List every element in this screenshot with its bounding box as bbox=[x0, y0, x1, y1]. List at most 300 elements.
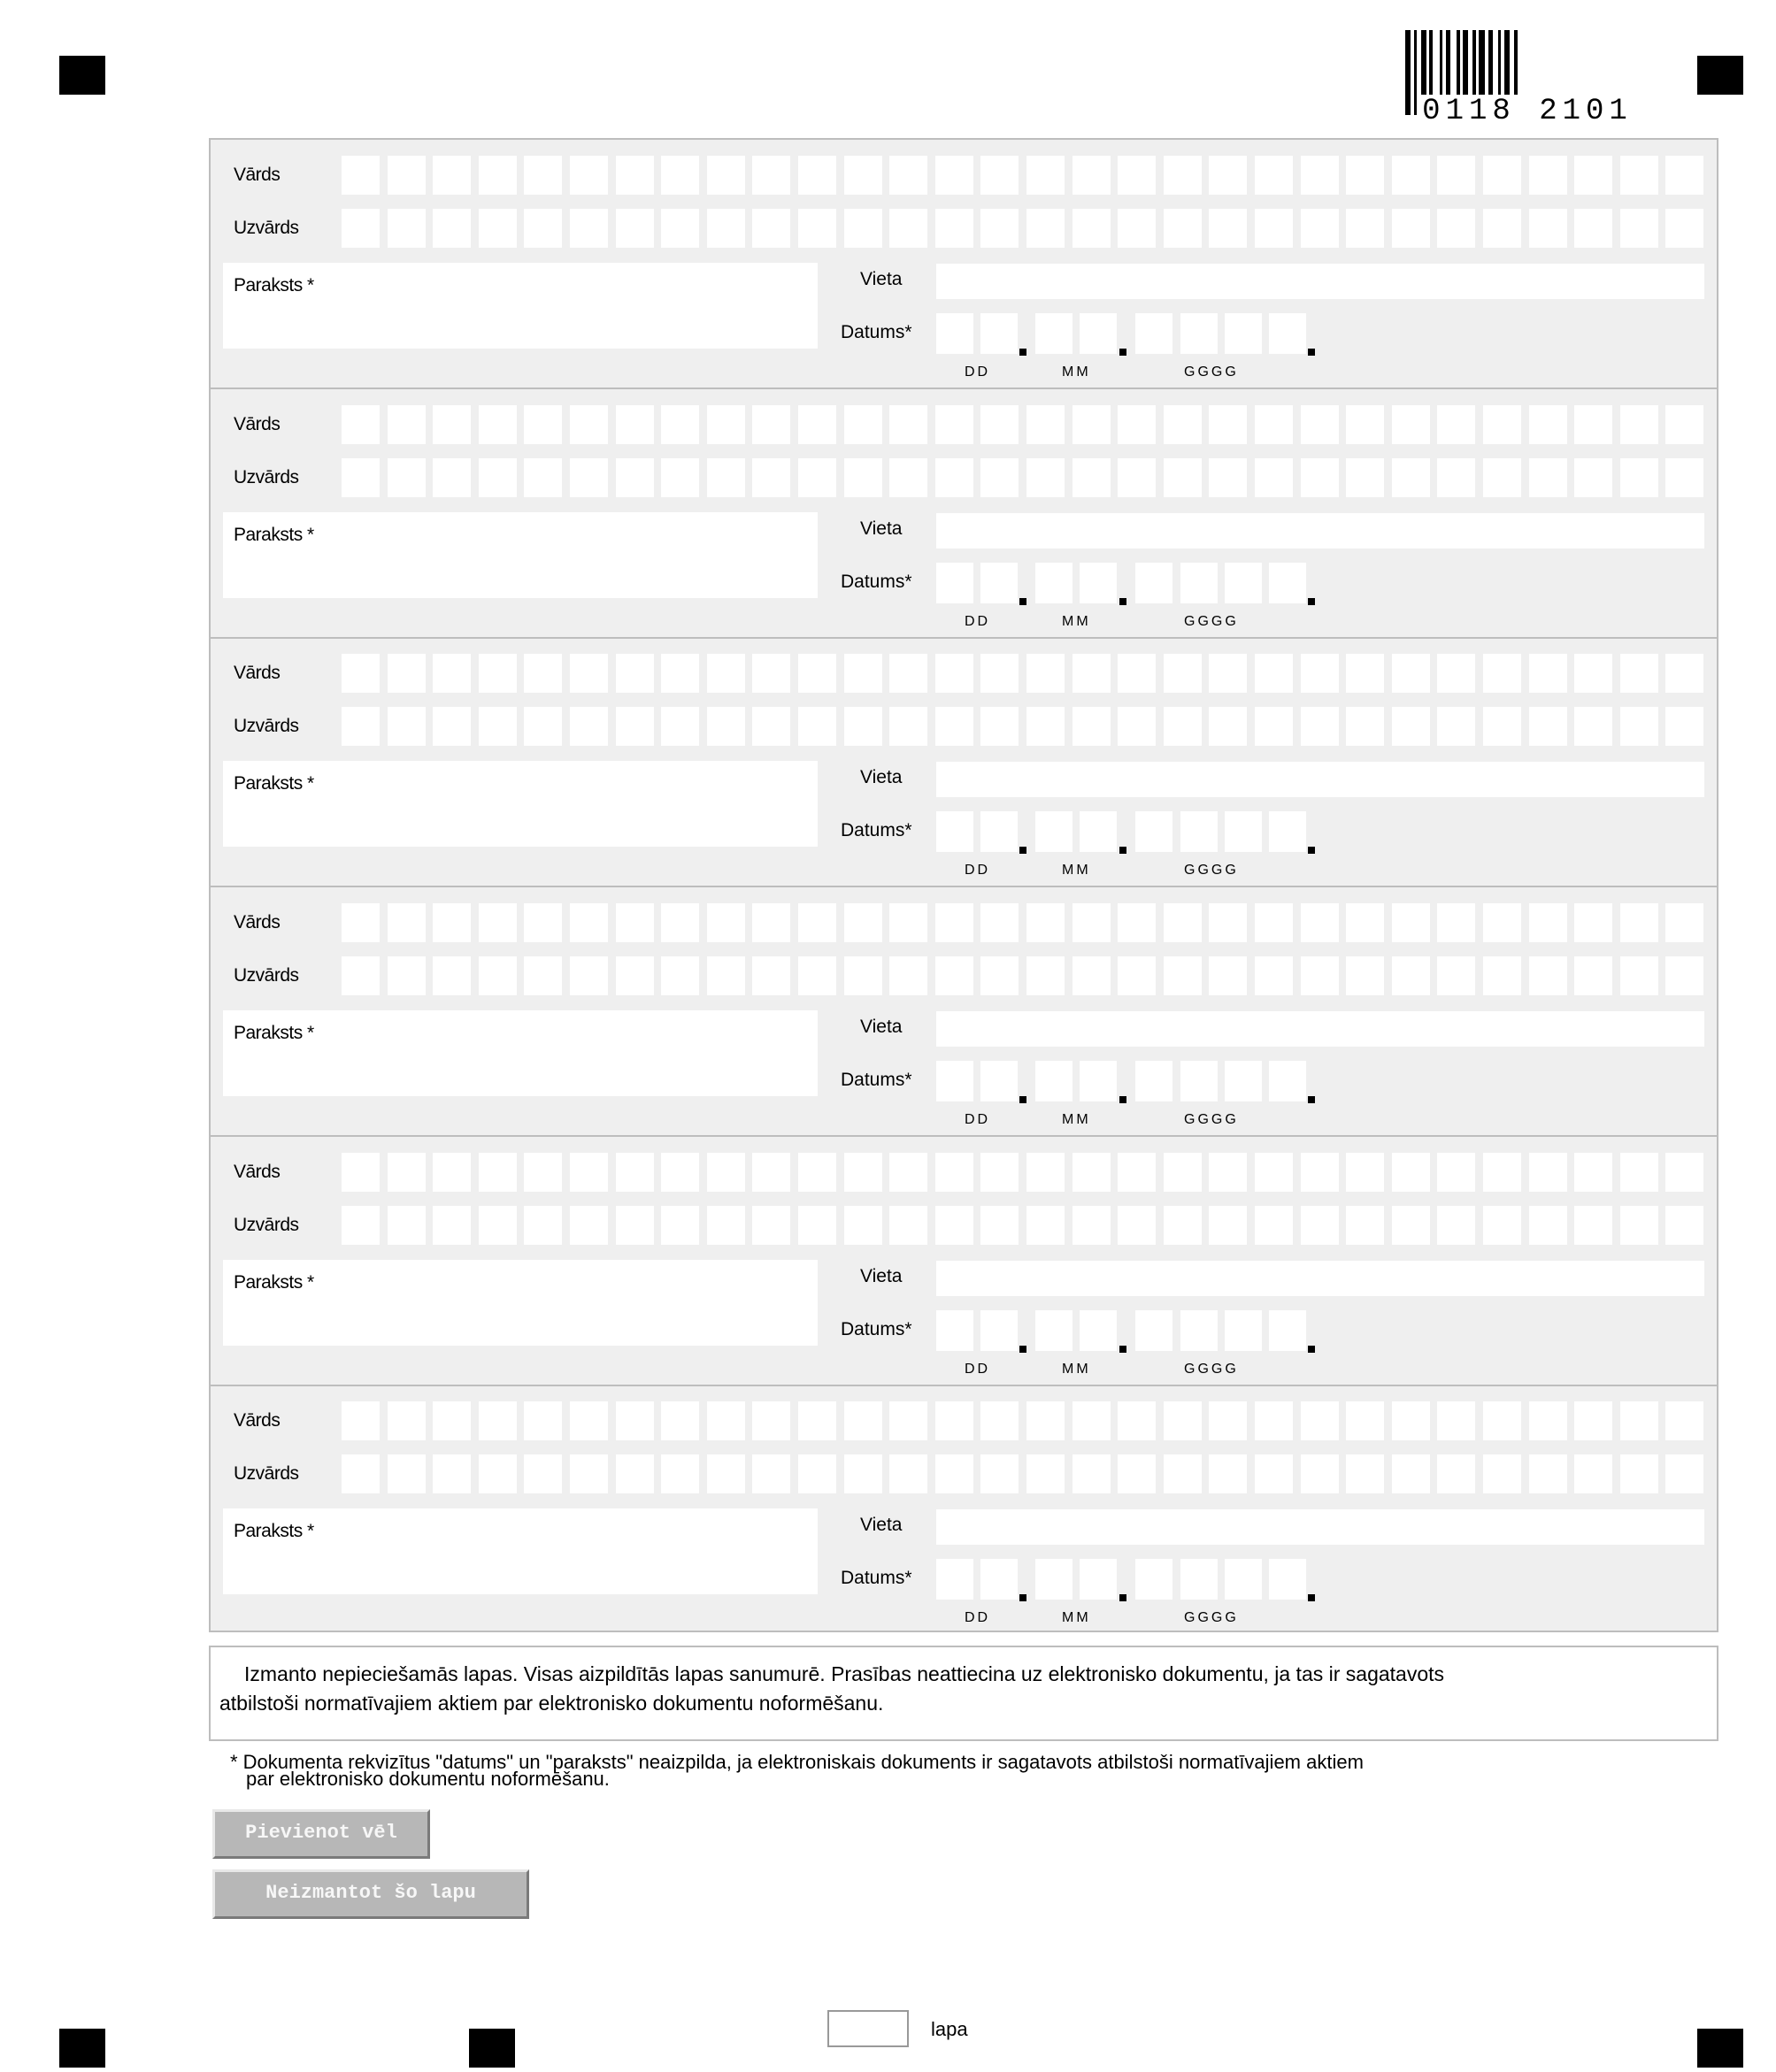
letter-cell[interactable] bbox=[616, 209, 654, 248]
letter-cell[interactable] bbox=[524, 156, 562, 195]
letter-cell[interactable] bbox=[798, 156, 836, 195]
letter-cell[interactable] bbox=[1301, 458, 1339, 497]
letter-cell[interactable] bbox=[1346, 1454, 1384, 1493]
letter-cell[interactable] bbox=[844, 654, 882, 693]
letter-cell[interactable] bbox=[889, 405, 927, 444]
date-digit-cell[interactable] bbox=[936, 1310, 973, 1351]
letter-cell[interactable] bbox=[1529, 458, 1567, 497]
letter-cell[interactable] bbox=[1255, 903, 1293, 942]
letter-cell[interactable] bbox=[1529, 1454, 1567, 1493]
letter-cell[interactable] bbox=[889, 1454, 927, 1493]
letter-cell[interactable] bbox=[388, 458, 426, 497]
date-digit-cell[interactable] bbox=[1035, 1559, 1073, 1600]
letter-cell[interactable] bbox=[935, 654, 973, 693]
letter-cell[interactable] bbox=[616, 1206, 654, 1245]
letter-cell[interactable] bbox=[889, 458, 927, 497]
letter-cell[interactable] bbox=[1346, 1153, 1384, 1192]
letter-cell[interactable] bbox=[935, 956, 973, 995]
letter-cell[interactable] bbox=[1529, 1206, 1567, 1245]
letter-cell[interactable] bbox=[1574, 209, 1612, 248]
letter-cell[interactable] bbox=[1665, 1454, 1703, 1493]
letter-cell[interactable] bbox=[479, 1401, 517, 1440]
letter-cell[interactable] bbox=[1346, 156, 1384, 195]
letter-cell[interactable] bbox=[1073, 1206, 1111, 1245]
letter-cell[interactable] bbox=[798, 956, 836, 995]
letter-cell[interactable] bbox=[433, 1401, 471, 1440]
letter-cell[interactable] bbox=[1392, 654, 1430, 693]
letter-cell[interactable] bbox=[1665, 1401, 1703, 1440]
letter-cell[interactable] bbox=[1026, 1153, 1065, 1192]
letter-cell[interactable] bbox=[479, 707, 517, 746]
date-digit-cell[interactable] bbox=[936, 1559, 973, 1600]
letter-cell[interactable] bbox=[707, 209, 745, 248]
letter-cell[interactable] bbox=[980, 903, 1019, 942]
letter-cell[interactable] bbox=[479, 156, 517, 195]
letter-cell[interactable] bbox=[1392, 209, 1430, 248]
letter-cell[interactable] bbox=[980, 405, 1019, 444]
letter-cell[interactable] bbox=[1392, 707, 1430, 746]
letter-cell[interactable] bbox=[1574, 1401, 1612, 1440]
letter-cell[interactable] bbox=[570, 1206, 608, 1245]
letter-cell[interactable] bbox=[1346, 209, 1384, 248]
letter-cell[interactable] bbox=[1209, 707, 1247, 746]
letter-cell[interactable] bbox=[479, 405, 517, 444]
letter-cell[interactable] bbox=[707, 1401, 745, 1440]
date-digit-cell[interactable] bbox=[1180, 563, 1218, 603]
letter-cell[interactable] bbox=[479, 956, 517, 995]
letter-cell[interactable] bbox=[1437, 956, 1475, 995]
letter-cell[interactable] bbox=[980, 707, 1019, 746]
letter-cell[interactable] bbox=[1392, 956, 1430, 995]
letter-cell[interactable] bbox=[707, 1206, 745, 1245]
letter-cell[interactable] bbox=[1073, 156, 1111, 195]
letter-cell[interactable] bbox=[1118, 209, 1156, 248]
letter-cell[interactable] bbox=[844, 1206, 882, 1245]
letter-cell[interactable] bbox=[752, 1454, 790, 1493]
letter-cell[interactable] bbox=[1209, 405, 1247, 444]
letter-cell[interactable] bbox=[388, 1153, 426, 1192]
letter-cell[interactable] bbox=[1073, 956, 1111, 995]
signature-field[interactable] bbox=[223, 263, 818, 349]
place-input[interactable] bbox=[936, 1261, 1704, 1296]
letter-cell[interactable] bbox=[342, 209, 380, 248]
letter-cell[interactable] bbox=[1301, 654, 1339, 693]
letter-cell[interactable] bbox=[1026, 209, 1065, 248]
letter-cell[interactable] bbox=[1346, 1401, 1384, 1440]
date-digit-cell[interactable] bbox=[980, 313, 1018, 354]
letter-cell[interactable] bbox=[1437, 707, 1475, 746]
letter-cell[interactable] bbox=[1346, 707, 1384, 746]
letter-cell[interactable] bbox=[1164, 1153, 1202, 1192]
letter-cell[interactable] bbox=[1255, 209, 1293, 248]
letter-cell[interactable] bbox=[1483, 156, 1521, 195]
letter-cell[interactable] bbox=[752, 707, 790, 746]
letter-cell[interactable] bbox=[1073, 1401, 1111, 1440]
letter-cell[interactable] bbox=[752, 956, 790, 995]
date-digit-cell[interactable] bbox=[1180, 313, 1218, 354]
letter-cell[interactable] bbox=[570, 707, 608, 746]
letter-cell[interactable] bbox=[1574, 707, 1612, 746]
letter-cell[interactable] bbox=[1209, 156, 1247, 195]
letter-cell[interactable] bbox=[980, 1153, 1019, 1192]
letter-cell[interactable] bbox=[342, 1454, 380, 1493]
letter-cell[interactable] bbox=[661, 1401, 699, 1440]
date-digit-cell[interactable] bbox=[980, 563, 1018, 603]
letter-cell[interactable] bbox=[1164, 903, 1202, 942]
letter-cell[interactable] bbox=[798, 1401, 836, 1440]
letter-cell[interactable] bbox=[889, 654, 927, 693]
letter-cell[interactable] bbox=[798, 405, 836, 444]
letter-cell[interactable] bbox=[661, 1206, 699, 1245]
letter-cell[interactable] bbox=[388, 956, 426, 995]
letter-cell[interactable] bbox=[1665, 405, 1703, 444]
letter-cell[interactable] bbox=[661, 1454, 699, 1493]
letter-cell[interactable] bbox=[1665, 1206, 1703, 1245]
letter-cell[interactable] bbox=[1301, 405, 1339, 444]
letter-cell[interactable] bbox=[889, 209, 927, 248]
letter-cell[interactable] bbox=[935, 405, 973, 444]
letter-cell[interactable] bbox=[1620, 1454, 1658, 1493]
date-digit-cell[interactable] bbox=[1225, 563, 1262, 603]
letter-cell[interactable] bbox=[1392, 1454, 1430, 1493]
letter-cell[interactable] bbox=[570, 209, 608, 248]
letter-cell[interactable] bbox=[707, 405, 745, 444]
letter-cell[interactable] bbox=[1483, 707, 1521, 746]
letter-cell[interactable] bbox=[1164, 1401, 1202, 1440]
letter-cell[interactable] bbox=[752, 1206, 790, 1245]
letter-cell[interactable] bbox=[1665, 707, 1703, 746]
letter-cell[interactable] bbox=[1529, 707, 1567, 746]
letter-cell[interactable] bbox=[1620, 654, 1658, 693]
add-more-button[interactable]: Pievienot vēl bbox=[212, 1809, 430, 1859]
letter-cell[interactable] bbox=[433, 956, 471, 995]
date-digit-cell[interactable] bbox=[1180, 1310, 1218, 1351]
signature-field[interactable] bbox=[223, 512, 818, 598]
letter-cell[interactable] bbox=[1164, 956, 1202, 995]
letter-cell[interactable] bbox=[433, 903, 471, 942]
letter-cell[interactable] bbox=[1437, 654, 1475, 693]
letter-cell[interactable] bbox=[1073, 707, 1111, 746]
letter-cell[interactable] bbox=[1529, 405, 1567, 444]
letter-cell[interactable] bbox=[1026, 156, 1065, 195]
letter-cell[interactable] bbox=[433, 209, 471, 248]
letter-cell[interactable] bbox=[342, 707, 380, 746]
letter-cell[interactable] bbox=[570, 1401, 608, 1440]
letter-cell[interactable] bbox=[661, 654, 699, 693]
place-input[interactable] bbox=[936, 1011, 1704, 1047]
letter-cell[interactable] bbox=[1255, 156, 1293, 195]
letter-cell[interactable] bbox=[1620, 903, 1658, 942]
letter-cell[interactable] bbox=[889, 903, 927, 942]
page-number-input[interactable] bbox=[827, 2010, 909, 2047]
letter-cell[interactable] bbox=[1529, 209, 1567, 248]
letter-cell[interactable] bbox=[752, 156, 790, 195]
letter-cell[interactable] bbox=[1483, 1206, 1521, 1245]
letter-cell[interactable] bbox=[1164, 209, 1202, 248]
letter-cell[interactable] bbox=[844, 707, 882, 746]
letter-cell[interactable] bbox=[1164, 1454, 1202, 1493]
signature-field[interactable] bbox=[223, 1508, 818, 1594]
letter-cell[interactable] bbox=[752, 209, 790, 248]
letter-cell[interactable] bbox=[1301, 156, 1339, 195]
letter-cell[interactable] bbox=[1529, 156, 1567, 195]
letter-cell[interactable] bbox=[1164, 1206, 1202, 1245]
letter-cell[interactable] bbox=[935, 156, 973, 195]
letter-cell[interactable] bbox=[1620, 458, 1658, 497]
letter-cell[interactable] bbox=[707, 156, 745, 195]
letter-cell[interactable] bbox=[1026, 654, 1065, 693]
date-digit-cell[interactable] bbox=[1135, 1310, 1172, 1351]
date-digit-cell[interactable] bbox=[1225, 1559, 1262, 1600]
letter-cell[interactable] bbox=[1574, 903, 1612, 942]
letter-cell[interactable] bbox=[388, 156, 426, 195]
letter-cell[interactable] bbox=[1574, 1206, 1612, 1245]
letter-cell[interactable] bbox=[1164, 156, 1202, 195]
letter-cell[interactable] bbox=[844, 156, 882, 195]
letter-cell[interactable] bbox=[479, 1206, 517, 1245]
letter-cell[interactable] bbox=[844, 1153, 882, 1192]
letter-cell[interactable] bbox=[1483, 458, 1521, 497]
letter-cell[interactable] bbox=[342, 654, 380, 693]
letter-cell[interactable] bbox=[752, 458, 790, 497]
letter-cell[interactable] bbox=[1118, 1401, 1156, 1440]
letter-cell[interactable] bbox=[1620, 1153, 1658, 1192]
date-digit-cell[interactable] bbox=[1269, 811, 1306, 852]
date-digit-cell[interactable] bbox=[1269, 313, 1306, 354]
letter-cell[interactable] bbox=[1483, 405, 1521, 444]
letter-cell[interactable] bbox=[935, 1206, 973, 1245]
letter-cell[interactable] bbox=[661, 956, 699, 995]
letter-cell[interactable] bbox=[798, 458, 836, 497]
letter-cell[interactable] bbox=[1483, 654, 1521, 693]
letter-cell[interactable] bbox=[1255, 458, 1293, 497]
letter-cell[interactable] bbox=[1346, 1206, 1384, 1245]
letter-cell[interactable] bbox=[1665, 458, 1703, 497]
letter-cell[interactable] bbox=[570, 1454, 608, 1493]
date-digit-cell[interactable] bbox=[1269, 1061, 1306, 1101]
letter-cell[interactable] bbox=[388, 1206, 426, 1245]
signature-field[interactable] bbox=[223, 1260, 818, 1346]
letter-cell[interactable] bbox=[1437, 458, 1475, 497]
letter-cell[interactable] bbox=[1574, 956, 1612, 995]
date-digit-cell[interactable] bbox=[1080, 811, 1117, 852]
letter-cell[interactable] bbox=[479, 458, 517, 497]
letter-cell[interactable] bbox=[342, 156, 380, 195]
date-digit-cell[interactable] bbox=[1269, 1310, 1306, 1351]
letter-cell[interactable] bbox=[570, 903, 608, 942]
letter-cell[interactable] bbox=[889, 156, 927, 195]
letter-cell[interactable] bbox=[433, 1454, 471, 1493]
date-digit-cell[interactable] bbox=[1135, 811, 1172, 852]
letter-cell[interactable] bbox=[1346, 405, 1384, 444]
letter-cell[interactable] bbox=[570, 458, 608, 497]
letter-cell[interactable] bbox=[661, 458, 699, 497]
date-digit-cell[interactable] bbox=[1080, 1310, 1117, 1351]
skip-page-button[interactable]: Neizmantot šo lapu bbox=[212, 1869, 529, 1919]
letter-cell[interactable] bbox=[1118, 156, 1156, 195]
letter-cell[interactable] bbox=[524, 1153, 562, 1192]
letter-cell[interactable] bbox=[1073, 1454, 1111, 1493]
letter-cell[interactable] bbox=[1665, 1153, 1703, 1192]
date-digit-cell[interactable] bbox=[1180, 811, 1218, 852]
letter-cell[interactable] bbox=[1437, 405, 1475, 444]
date-digit-cell[interactable] bbox=[1080, 1061, 1117, 1101]
letter-cell[interactable] bbox=[1483, 1454, 1521, 1493]
date-digit-cell[interactable] bbox=[1135, 1559, 1172, 1600]
letter-cell[interactable] bbox=[1209, 209, 1247, 248]
letter-cell[interactable] bbox=[935, 707, 973, 746]
date-digit-cell[interactable] bbox=[1080, 563, 1117, 603]
letter-cell[interactable] bbox=[935, 458, 973, 497]
letter-cell[interactable] bbox=[433, 458, 471, 497]
letter-cell[interactable] bbox=[1164, 707, 1202, 746]
letter-cell[interactable] bbox=[433, 1206, 471, 1245]
letter-cell[interactable] bbox=[661, 156, 699, 195]
letter-cell[interactable] bbox=[1026, 903, 1065, 942]
letter-cell[interactable] bbox=[1209, 1153, 1247, 1192]
letter-cell[interactable] bbox=[524, 654, 562, 693]
letter-cell[interactable] bbox=[570, 156, 608, 195]
date-digit-cell[interactable] bbox=[980, 1061, 1018, 1101]
letter-cell[interactable] bbox=[1346, 956, 1384, 995]
letter-cell[interactable] bbox=[1346, 654, 1384, 693]
letter-cell[interactable] bbox=[524, 1401, 562, 1440]
letter-cell[interactable] bbox=[1026, 458, 1065, 497]
signature-field[interactable] bbox=[223, 761, 818, 847]
letter-cell[interactable] bbox=[844, 1401, 882, 1440]
letter-cell[interactable] bbox=[1437, 903, 1475, 942]
letter-cell[interactable] bbox=[1529, 956, 1567, 995]
letter-cell[interactable] bbox=[479, 903, 517, 942]
letter-cell[interactable] bbox=[980, 1454, 1019, 1493]
letter-cell[interactable] bbox=[1073, 1153, 1111, 1192]
letter-cell[interactable] bbox=[1164, 654, 1202, 693]
letter-cell[interactable] bbox=[1301, 903, 1339, 942]
date-digit-cell[interactable] bbox=[1225, 1061, 1262, 1101]
letter-cell[interactable] bbox=[388, 405, 426, 444]
letter-cell[interactable] bbox=[388, 1454, 426, 1493]
letter-cell[interactable] bbox=[1073, 405, 1111, 444]
date-digit-cell[interactable] bbox=[980, 1310, 1018, 1351]
letter-cell[interactable] bbox=[524, 903, 562, 942]
letter-cell[interactable] bbox=[524, 707, 562, 746]
letter-cell[interactable] bbox=[661, 903, 699, 942]
date-digit-cell[interactable] bbox=[1135, 1061, 1172, 1101]
letter-cell[interactable] bbox=[1164, 405, 1202, 444]
date-digit-cell[interactable] bbox=[1080, 1559, 1117, 1600]
letter-cell[interactable] bbox=[388, 654, 426, 693]
signature-field[interactable] bbox=[223, 1010, 818, 1096]
date-digit-cell[interactable] bbox=[936, 1061, 973, 1101]
date-digit-cell[interactable] bbox=[980, 811, 1018, 852]
letter-cell[interactable] bbox=[1392, 156, 1430, 195]
letter-cell[interactable] bbox=[844, 458, 882, 497]
letter-cell[interactable] bbox=[1255, 405, 1293, 444]
letter-cell[interactable] bbox=[752, 1401, 790, 1440]
letter-cell[interactable] bbox=[1620, 209, 1658, 248]
letter-cell[interactable] bbox=[616, 903, 654, 942]
letter-cell[interactable] bbox=[1665, 156, 1703, 195]
letter-cell[interactable] bbox=[1574, 405, 1612, 444]
letter-cell[interactable] bbox=[342, 1153, 380, 1192]
letter-cell[interactable] bbox=[388, 903, 426, 942]
letter-cell[interactable] bbox=[980, 1401, 1019, 1440]
letter-cell[interactable] bbox=[570, 654, 608, 693]
letter-cell[interactable] bbox=[1574, 1153, 1612, 1192]
letter-cell[interactable] bbox=[707, 1153, 745, 1192]
letter-cell[interactable] bbox=[388, 1401, 426, 1440]
letter-cell[interactable] bbox=[1437, 156, 1475, 195]
letter-cell[interactable] bbox=[1118, 1454, 1156, 1493]
letter-cell[interactable] bbox=[1209, 1206, 1247, 1245]
date-digit-cell[interactable] bbox=[936, 811, 973, 852]
letter-cell[interactable] bbox=[1620, 956, 1658, 995]
letter-cell[interactable] bbox=[616, 707, 654, 746]
letter-cell[interactable] bbox=[570, 405, 608, 444]
letter-cell[interactable] bbox=[1255, 654, 1293, 693]
letter-cell[interactable] bbox=[616, 1401, 654, 1440]
letter-cell[interactable] bbox=[889, 707, 927, 746]
letter-cell[interactable] bbox=[1209, 1454, 1247, 1493]
letter-cell[interactable] bbox=[844, 956, 882, 995]
date-digit-cell[interactable] bbox=[1225, 313, 1262, 354]
letter-cell[interactable] bbox=[1574, 1454, 1612, 1493]
letter-cell[interactable] bbox=[1483, 956, 1521, 995]
letter-cell[interactable] bbox=[433, 654, 471, 693]
letter-cell[interactable] bbox=[1392, 1206, 1430, 1245]
date-digit-cell[interactable] bbox=[1269, 1559, 1306, 1600]
letter-cell[interactable] bbox=[433, 405, 471, 444]
letter-cell[interactable] bbox=[1665, 956, 1703, 995]
letter-cell[interactable] bbox=[616, 156, 654, 195]
letter-cell[interactable] bbox=[1529, 1153, 1567, 1192]
letter-cell[interactable] bbox=[388, 707, 426, 746]
letter-cell[interactable] bbox=[1026, 956, 1065, 995]
letter-cell[interactable] bbox=[342, 405, 380, 444]
letter-cell[interactable] bbox=[1529, 903, 1567, 942]
letter-cell[interactable] bbox=[1026, 1206, 1065, 1245]
letter-cell[interactable] bbox=[1301, 209, 1339, 248]
place-input[interactable] bbox=[936, 762, 1704, 797]
letter-cell[interactable] bbox=[1620, 1401, 1658, 1440]
date-digit-cell[interactable] bbox=[1035, 1310, 1073, 1351]
letter-cell[interactable] bbox=[707, 654, 745, 693]
letter-cell[interactable] bbox=[388, 209, 426, 248]
letter-cell[interactable] bbox=[1437, 1401, 1475, 1440]
letter-cell[interactable] bbox=[1118, 1206, 1156, 1245]
date-digit-cell[interactable] bbox=[1225, 1310, 1262, 1351]
letter-cell[interactable] bbox=[1483, 1153, 1521, 1192]
place-input[interactable] bbox=[936, 264, 1704, 299]
letter-cell[interactable] bbox=[1026, 1454, 1065, 1493]
letter-cell[interactable] bbox=[661, 707, 699, 746]
letter-cell[interactable] bbox=[661, 209, 699, 248]
date-digit-cell[interactable] bbox=[1035, 563, 1073, 603]
date-digit-cell[interactable] bbox=[1035, 1061, 1073, 1101]
letter-cell[interactable] bbox=[1574, 458, 1612, 497]
letter-cell[interactable] bbox=[935, 209, 973, 248]
place-input[interactable] bbox=[936, 513, 1704, 549]
date-digit-cell[interactable] bbox=[936, 313, 973, 354]
letter-cell[interactable] bbox=[752, 903, 790, 942]
letter-cell[interactable] bbox=[1118, 1153, 1156, 1192]
letter-cell[interactable] bbox=[1118, 654, 1156, 693]
letter-cell[interactable] bbox=[479, 1153, 517, 1192]
letter-cell[interactable] bbox=[1665, 209, 1703, 248]
letter-cell[interactable] bbox=[1574, 654, 1612, 693]
letter-cell[interactable] bbox=[342, 903, 380, 942]
letter-cell[interactable] bbox=[1255, 1153, 1293, 1192]
